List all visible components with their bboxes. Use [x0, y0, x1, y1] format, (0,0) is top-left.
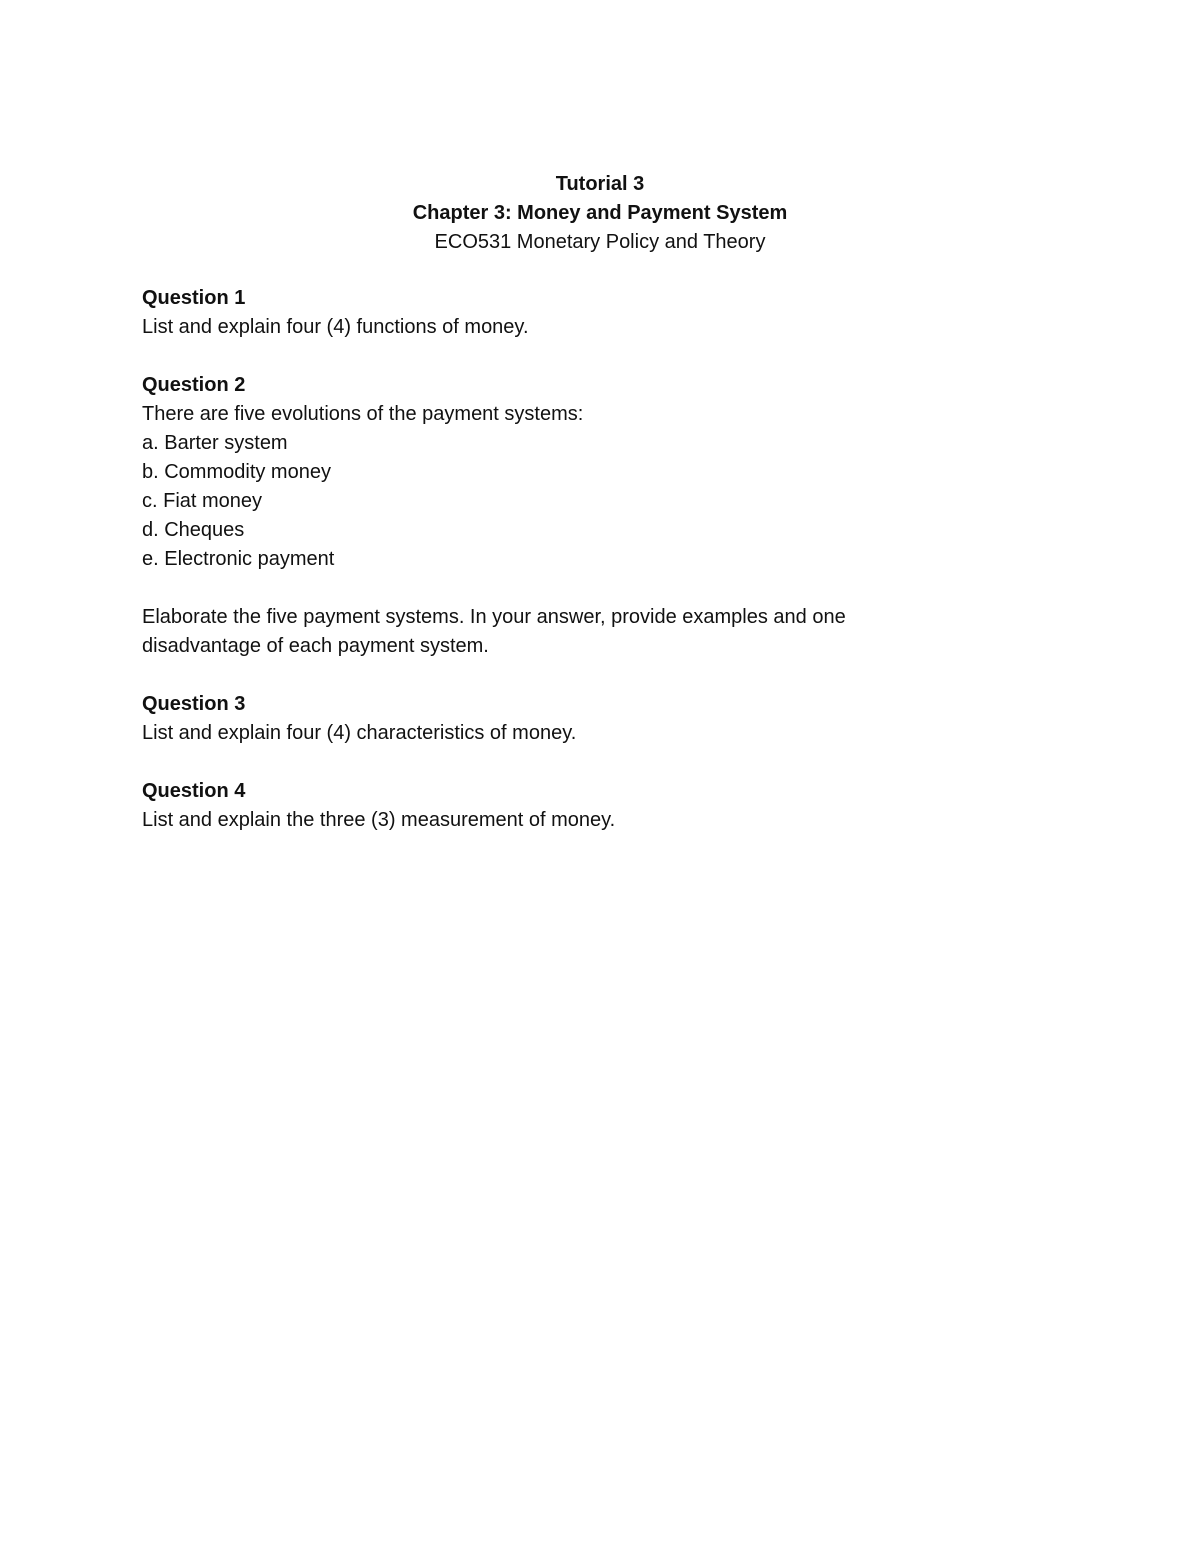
question-1: [142, 284, 962, 342]
question-title: Question 4: [142, 780, 246, 802]
question-text: List and explain four (4) characteristics of money.: [142, 722, 577, 744]
question-instruction: Elaborate the five payment systems. In your answer, provide examples and one disadvantage of each payment system.: [142, 606, 846, 657]
questions-section: [142, 284, 962, 835]
question-intro: There are five evolutions of the payment systems:: [142, 403, 584, 425]
question-text: List and explain the three (3) measurement of money.: [142, 809, 616, 831]
question-4: [142, 777, 962, 835]
list-item: d. Cheques: [142, 519, 245, 541]
list-item: b. Commodity money: [142, 461, 331, 483]
list-item: c. Fiat money: [142, 490, 263, 512]
list-item: a. Barter system: [142, 432, 288, 454]
question-2: [142, 371, 962, 661]
course-title: ECO531 Monetary Policy and Theory: [434, 231, 766, 253]
question-title: Question 1: [142, 287, 246, 309]
list-item: e. Electronic payment: [142, 548, 335, 570]
question-title: Question 2: [142, 374, 246, 396]
question-3: [142, 690, 962, 748]
question-text: List and explain four (4) functions of money.: [142, 316, 529, 338]
tutorial-title: Tutorial 3: [555, 173, 645, 195]
chapter-title: Chapter 3: Money and Payment System: [412, 202, 788, 224]
question-title: Question 3: [142, 693, 246, 715]
document-header: [0, 170, 1200, 257]
